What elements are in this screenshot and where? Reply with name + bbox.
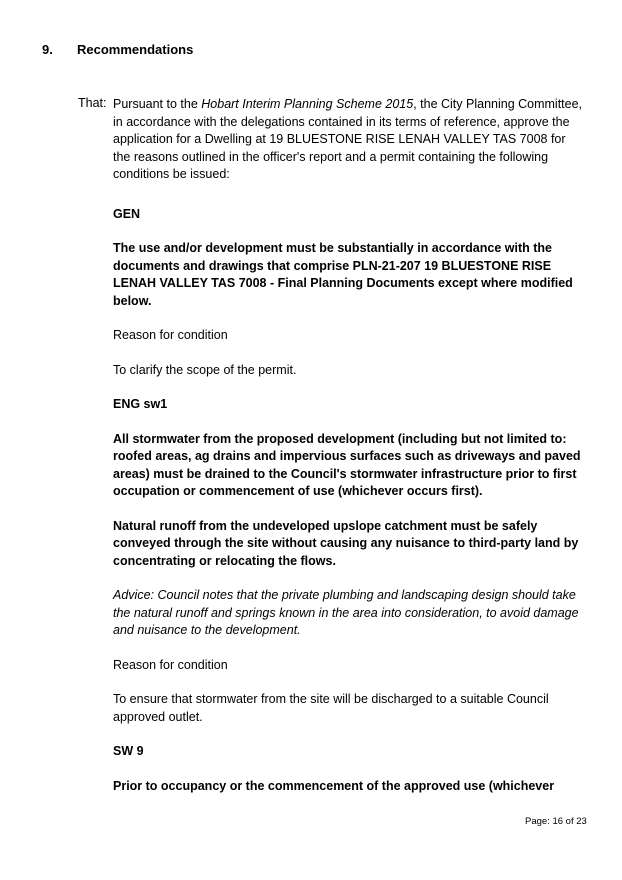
intro-post: , the City Planning Committee, in accordance with the delegations contained in its terms of reference, approve the application for a Dwelling at 19 BLUESTONE RISE LENAH VALLEY TAS 7008 for the reasons outlined in the officer's report and a permit containing the following conditions be issued:: [113, 97, 583, 181]
gen-condition: The use and/or development must be substantially in accordance with the documents and drawings that comprise PLN-21-207 19 BLUESTONE RISE LENAH VALLEY TAS 7008 - Final Planning Documents except where modified below.: [113, 241, 573, 308]
eng-sw1-heading: ENG sw1: [113, 397, 168, 411]
sw9-condition: Prior to occupancy or the commencement of the approved use (whichever: [113, 778, 555, 793]
gen-reason-label: Reason for condition: [113, 328, 228, 342]
page-number: Page: 16 of 23: [525, 816, 587, 827]
sw9-heading: SW 9: [113, 744, 144, 758]
intro-pre: Pursuant to the: [113, 97, 202, 111]
that-label: That:: [78, 96, 107, 110]
section-title: Recommendations: [77, 42, 194, 57]
recommendation-body: [113, 96, 583, 812]
eng-sw1-condition-1: All stormwater from the proposed development (including but not limited to: roofed areas, ag drains and impervious surfaces such as driveways and paved areas) must be drained to the Council's stormwater infrastructure prior to first occupation or commencement of use (whichever occurs first).: [113, 431, 581, 498]
intro-paragraph: [113, 96, 583, 184]
gen-heading: GEN: [113, 206, 141, 221]
planning-scheme-name: Hobart Interim Planning Scheme 2015: [201, 97, 414, 111]
eng-sw1-condition-2: Natural runoff from the undeveloped upslope catchment must be safely conveyed through the site without causing any nuisance to third-party land by concentrating or relocating the flows.: [113, 518, 579, 568]
section-number: 9.: [42, 42, 53, 57]
gen-reason: To clarify the scope of the permit.: [113, 362, 297, 377]
eng-sw1-reason: To ensure that stormwater from the site will be discharged to a suitable Council approved outlet.: [113, 692, 549, 724]
eng-sw1-advice: Advice: Council notes that the private plumbing and landscaping design should take the natural runoff and springs known in the area into consideration, to avoid damage and nuisance to the development.: [113, 588, 579, 637]
eng-sw1-reason-label: Reason for condition: [113, 657, 228, 672]
